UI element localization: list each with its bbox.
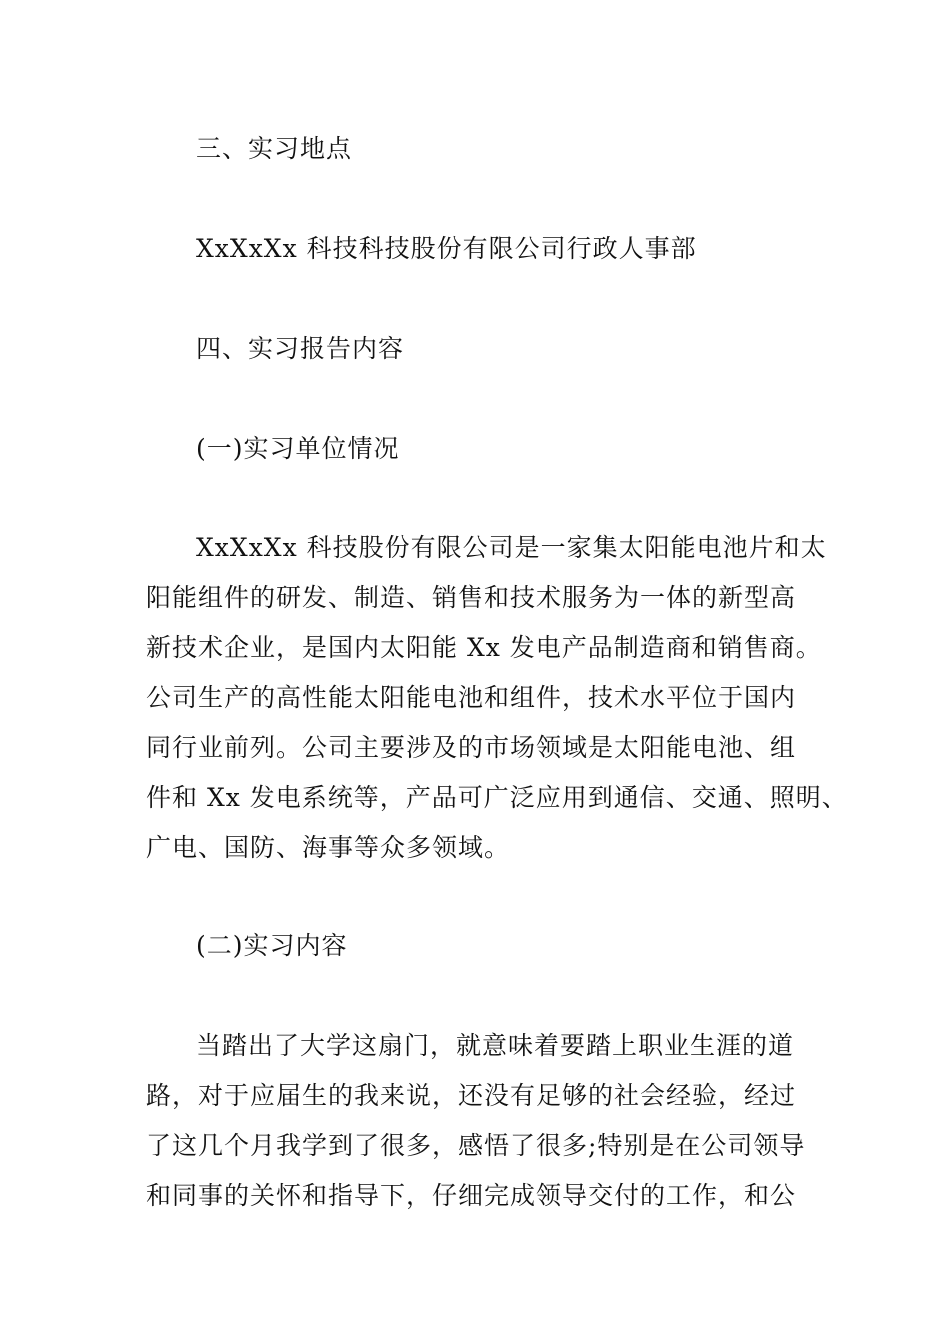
paragraph-line: 件和 Xx 发电系统等，产品可广泛应用到通信、交通、照明、 <box>146 783 848 812</box>
location-text: XxXxXx 科技科技股份有限公司行政人事部 <box>196 234 697 263</box>
paragraph-line: 新技术企业，是国内太阳能 Xx 发电产品制造商和销售商。 <box>146 633 822 662</box>
paragraph-line: 了这几个月我学到了很多，感悟了很多;特别是在公司领导 <box>146 1131 806 1160</box>
paragraph-line: 和同事的关怀和指导下，仔细完成领导交付的工作，和公 <box>146 1181 797 1210</box>
location-heading: 三、实习地点 <box>196 134 353 163</box>
paragraph-line: 路，对于应届生的我来说，还没有足够的社会经验，经过 <box>146 1081 797 1110</box>
unit-heading: (一)实习单位情况 <box>196 434 400 463</box>
content-heading: 四、实习报告内容 <box>196 334 405 363</box>
paragraph-line: 阳能组件的研发、制造、销售和技术服务为一体的新型高 <box>146 583 797 612</box>
paragraph-line: 广电、国防、海事等众多领域。 <box>146 833 511 862</box>
paragraph-line: XxXxXx 科技股份有限公司是一家集太阳能电池片和太 <box>196 533 827 562</box>
paragraph-line: 当踏出了大学这扇门，就意味着要踏上职业生涯的道 <box>196 1031 795 1060</box>
paragraph-line: 公司生产的高性能太阳能电池和组件，技术水平位于国内 <box>146 683 797 712</box>
paragraph-line: 同行业前列。公司主要涉及的市场领域是太阳能电池、组 <box>146 733 797 762</box>
internship-heading: (二)实习内容 <box>196 931 348 960</box>
